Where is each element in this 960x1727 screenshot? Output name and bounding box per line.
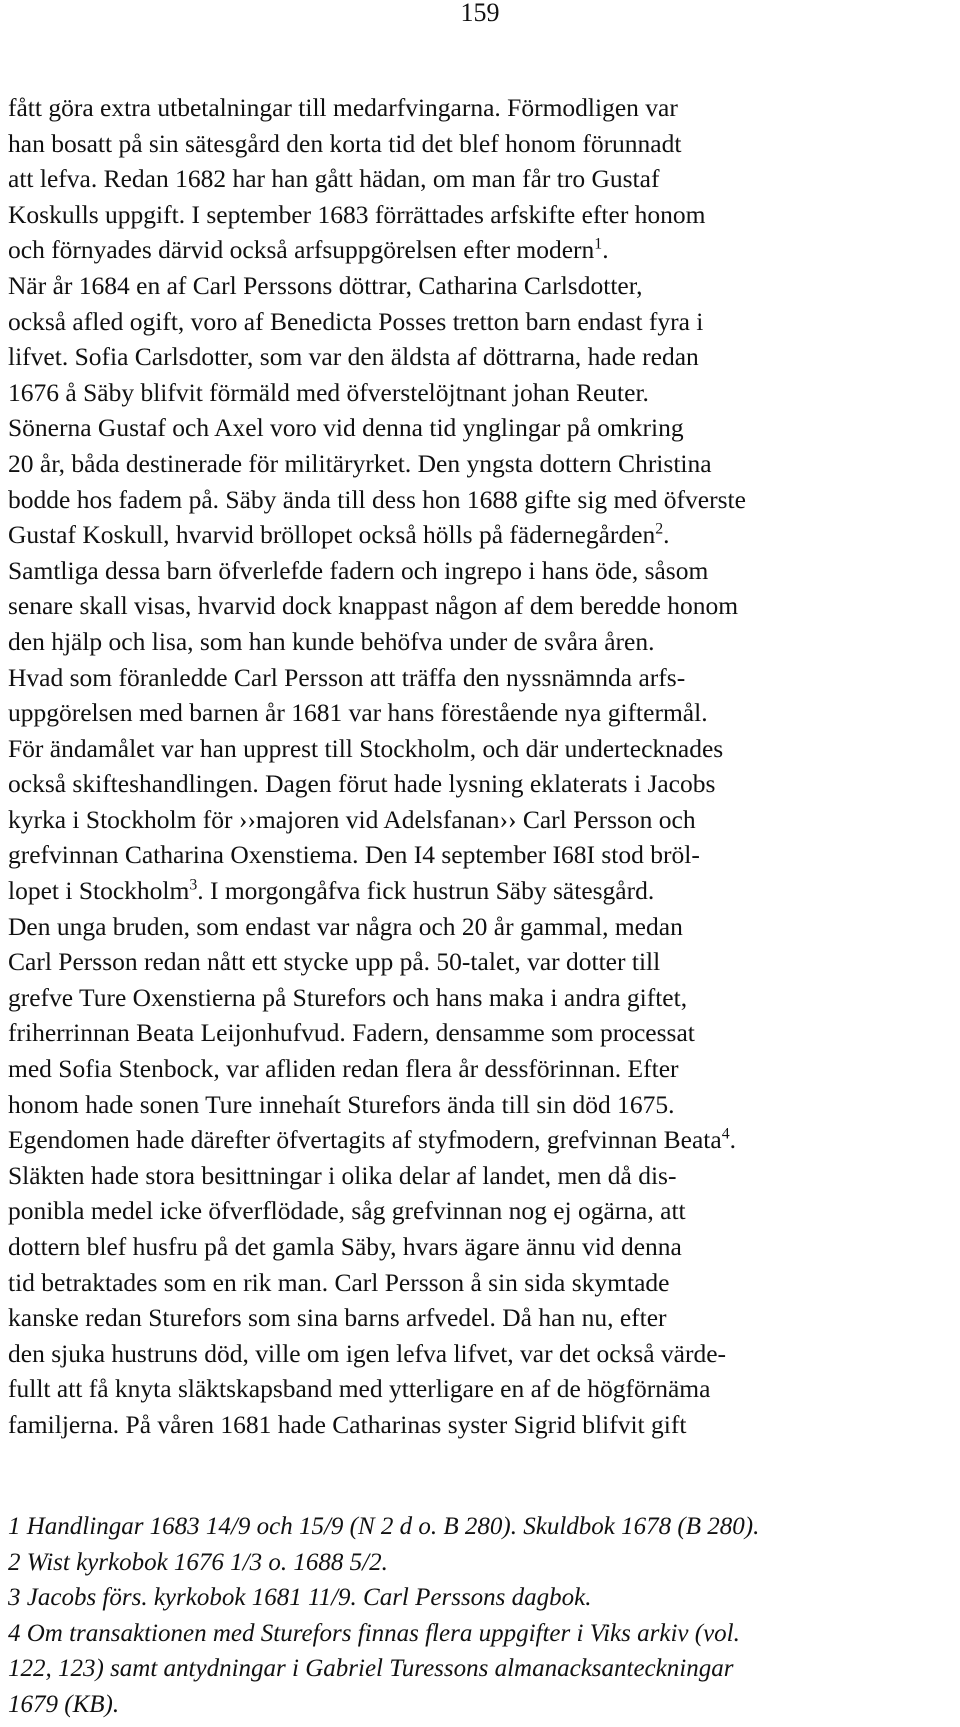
text-line: uppgörelsen med barnen år 1681 var hans förestående nya giftermål. [8, 698, 708, 728]
footnote-line: 1 Handlingar 1683 14/9 och 15/9 (N 2 d o. B 280). Skuldbok 1678 (B 280). [8, 1513, 760, 1540]
text-segment: . [602, 235, 609, 265]
text-line: Carl Persson redan nått ett stycke upp på. 50-talet, var dotter till [8, 947, 661, 977]
footnote-ref: 2 [655, 520, 664, 538]
footnotes [8, 1510, 960, 1724]
text-line: 20 år, båda destinerade för militäryrket. Den yngsta dottern Christina [8, 448, 712, 478]
text-line: Samtliga dessa barn öfverlefde fadern och ingrepo i hans öde, såsom [8, 555, 709, 585]
text-segment: och förnyades därvid också arfsuppgörelsen efter modern [8, 235, 595, 265]
text-line: Den unga bruden, som endast var några och 20 år gammal, medan [8, 911, 683, 941]
text-line: bodde hos fadem på. Säby ända till dess hon 1688 gifte sig med öfverste [8, 484, 746, 514]
text-line: honom hade sonen Ture innehaít Sturefors ända till sin död 1675. [8, 1089, 675, 1119]
text-segment: . [729, 1125, 736, 1155]
text-line: dottern blef husfru på det gamla Säby, hvars ägare ännu vid denna [8, 1232, 682, 1261]
text-line: den sjuka hustruns död, ville om igen lefva lifvet, var det också värde- [8, 1338, 727, 1368]
text-line: kanske redan Sturefors som sina barns arfvedel. Då han nu, efter [8, 1303, 667, 1333]
text-line [8, 232, 960, 268]
text-line: fått göra extra utbetalningar till medarfvingarna. Förmodligen var [8, 93, 678, 122]
text-segment: . I morgongåfva fick hustrun Säby sätesgård. [197, 876, 655, 906]
footnote-line: 3 Jacobs förs. kyrkobok 1681 11/9. Carl Perssons dagbok. [8, 1584, 592, 1612]
text-line: senare skall visas, hvarvid dock knappast någon af dem beredde honom [8, 591, 739, 621]
text-line: den hjälp och lisa, som han kunde behöfva under de svåra åren. [8, 626, 655, 656]
text-segment: Gustaf Koskull, hvarvid bröllopet också hölls på fädernegården [8, 520, 656, 550]
footnote-line: 4 Om transaktionen med Sturefors finnas flera uppgifter i Viks arkiv (vol. [8, 1619, 740, 1647]
text-line: också afled ogift, voro af Benedicta Posses tretton barn endast fyra i [8, 306, 704, 336]
footnote-line: 1679 (KB). [8, 1690, 120, 1718]
text-line: friherrinnan Beata Leijonhufvud. Fadern, densamme som processat [8, 1018, 695, 1048]
text-line: grefve Ture Oxenstierna på Sturefors och hans maka i andra giftet, [8, 982, 688, 1012]
text-line: lifvet. Sofia Carlsdotter, som var den äldsta af döttrarna, hade redan [8, 342, 699, 372]
text-line: fullt att få knyta släktskapsband med ytterligare en af de högförnäma [8, 1374, 711, 1404]
text-line: För ändamålet var han upprest till Stockholm, och där undertecknades [8, 733, 724, 763]
text-segment: Egendomen hade därefter öfvertagits af styfmodern, grefvinnan Beata [8, 1125, 722, 1155]
text-line: ponibla medel icke öfverflödade, såg grefvinnan nog ej ogärna, att [8, 1196, 686, 1226]
body-text [8, 90, 960, 1443]
text-line: Koskulls uppgift. I september 1683 förrättades arfskifte efter honom [8, 199, 706, 229]
text-line: tid betraktades som en rik man. Carl Persson å sin sida skymtade [8, 1267, 670, 1297]
footnote-ref: 3 [189, 876, 198, 894]
footnote-line: 122, 123) samt antydningar i Gabriel Turessons almanacksanteckningar [8, 1655, 734, 1683]
text-line: familjerna. På våren 1681 hade Catharinas syster Sigrid blifvit gift [8, 1409, 687, 1439]
text-line: han bosatt på sin sätesgård den korta tid det blef honom förunnadt [8, 128, 682, 158]
footnote-ref: 1 [594, 235, 603, 253]
text-line: Släkten hade stora besittningar i olika delar af landet, men då dis- [8, 1160, 677, 1190]
text-line: Sönerna Gustaf och Axel voro vid denna tid ynglingar på omkring [8, 413, 684, 443]
text-line: Hvad som föranledde Carl Persson att träffa den nyssnämnda arfs- [8, 662, 686, 692]
page-number: 159 [460, 0, 500, 27]
footnote-ref: 4 [721, 1125, 730, 1143]
text-line [8, 873, 960, 909]
text-line: också skifteshandlingen. Dagen förut hade lysning eklaterats i Jacobs [8, 769, 716, 799]
text-line: att lefva. Redan 1682 har han gått hädan, om man får tro Gustaf [8, 164, 660, 194]
text-line: med Sofia Stenbock, var afliden redan flera år dessförinnan. Efter [8, 1054, 679, 1084]
text-line: kyrka i Stockholm för ››majoren vid Adelsfanan›› Carl Persson och [8, 804, 696, 834]
text-line [8, 517, 960, 553]
text-segment: lopet i Stockholm [8, 876, 190, 906]
text-line: grefvinnan Catharina Oxenstiema. Den I4 september I68I stod bröl- [8, 840, 700, 870]
text-line: 1676 å Säby blifvit förmäld med öfverstelöjtnant johan Reuter. [8, 377, 649, 407]
text-line [8, 1122, 960, 1158]
text-segment: . [663, 520, 670, 550]
footnote-line: 2 Wist kyrkobok 1676 1/3 o. 1688 5/2. [8, 1548, 388, 1576]
text-line: När år 1684 en af Carl Perssons döttrar, Catharina Carlsdotter, [8, 270, 643, 300]
